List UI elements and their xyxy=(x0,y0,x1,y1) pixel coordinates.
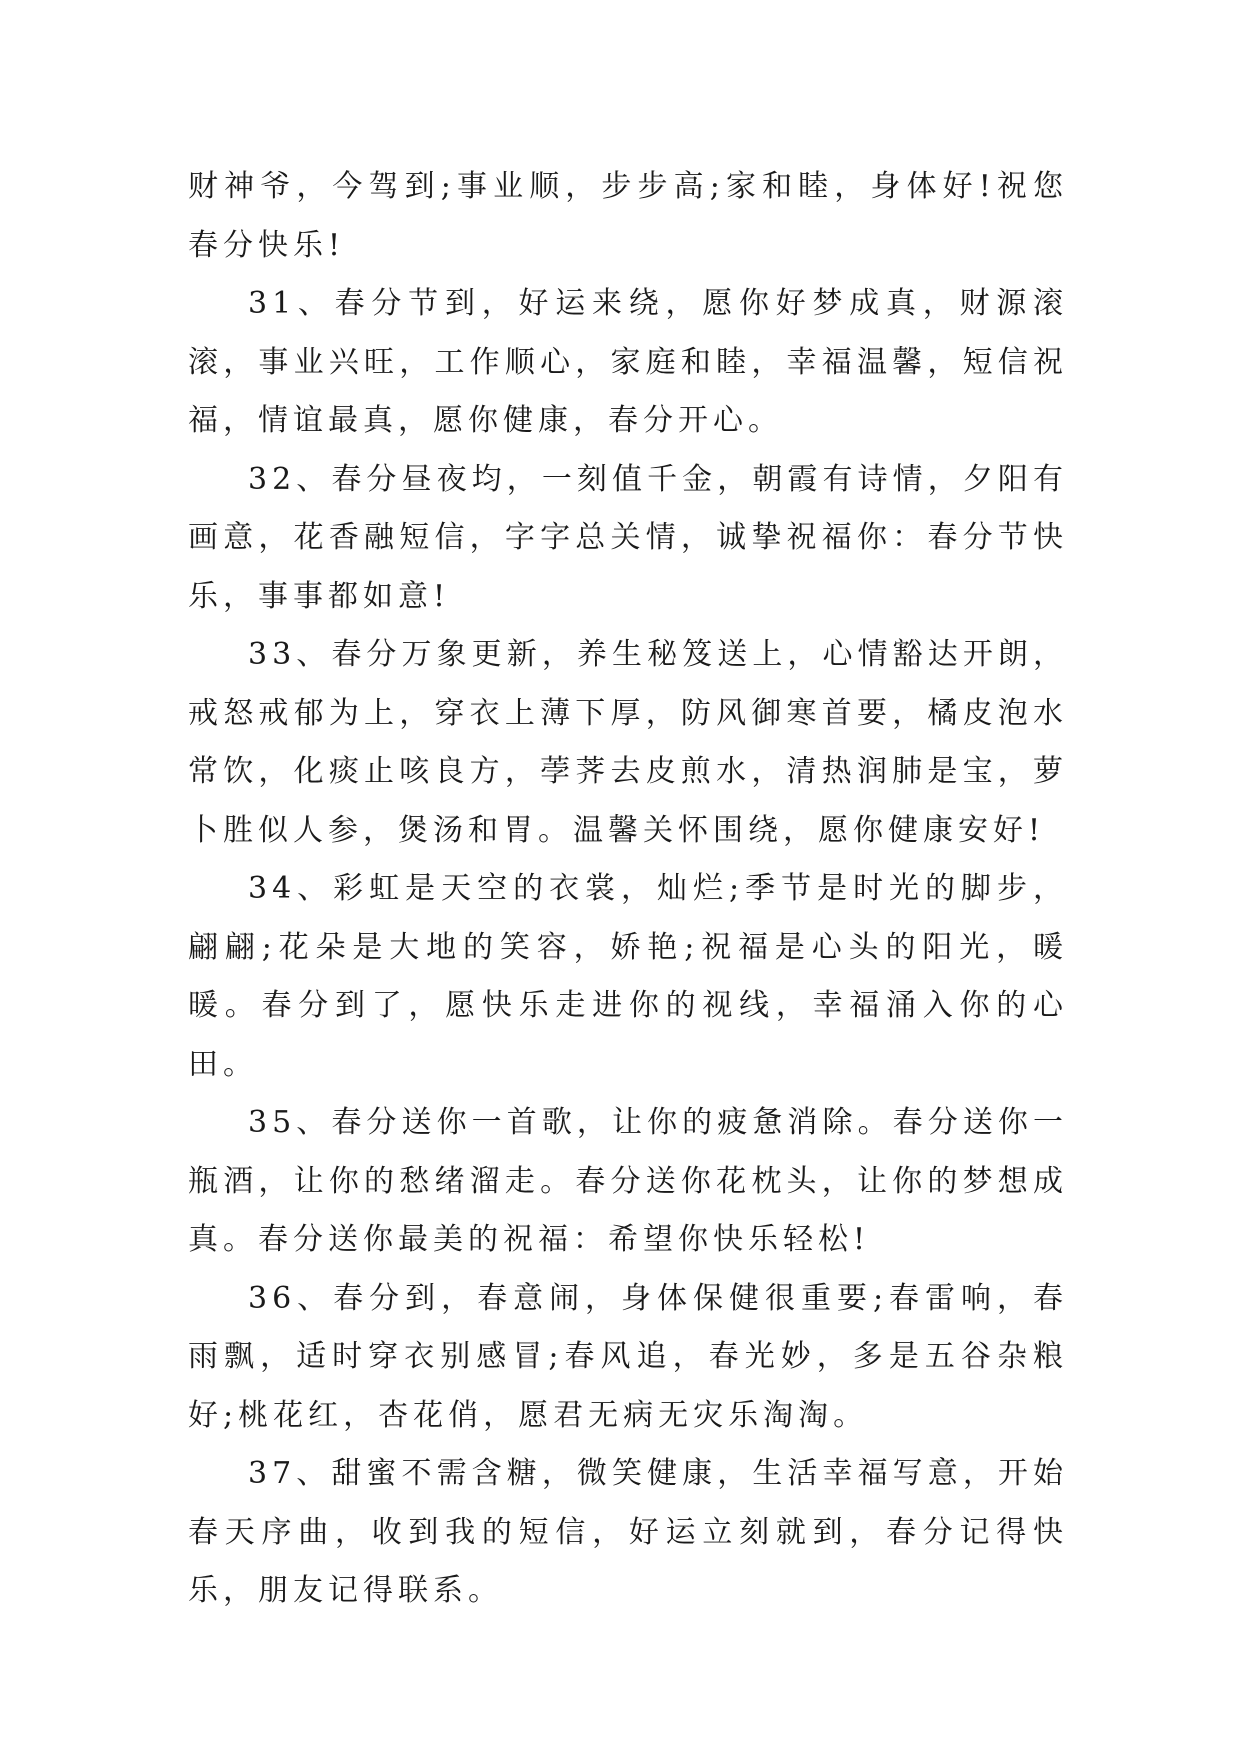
document-body xyxy=(188,158,1068,1621)
paragraph-37: 37、甜蜜不需含糖，微笑健康，生活幸福写意，开始春天序曲，收到我的短信，好运立刻就到，春分记得快乐，朋友记得联系。 xyxy=(188,1456,1068,1608)
paragraph-continuation: 财神爷，今驾到;事业顺，步步高;家和睦，身体好!祝您春分快乐! xyxy=(188,169,1068,263)
paragraph-34: 34、彩虹是天空的衣裳，灿烂;季节是时光的脚步，翩翩;花朵是大地的笑容，娇艳;祝福是心头的阳光，暖暖。春分到了，愿快乐走进你的视线，幸福涌入你的心田。 xyxy=(188,871,1068,1082)
paragraph-32: 32、春分昼夜均，一刻值千金，朝霞有诗情，夕阳有画意，花香融短信，字字总关情，诚挚祝福你：春分节快乐，事事都如意! xyxy=(188,461,1068,614)
paragraph-33: 33、春分万象更新，养生秘笈送上，心情豁达开朗，戒怒戒郁为上，穿衣上薄下厚，防风御寒首要，橘皮泡水常饮，化痰止咳良方，荸荠去皮煎水，清热润肺是宝，萝卜胜似人参，煲汤和胃。温馨关怀围绕，愿你健康安好! xyxy=(188,637,1068,848)
paragraph-31: 31、春分节到，好运来绕，愿你好梦成真，财源滚滚，事业兴旺，工作顺心，家庭和睦，幸福温馨，短信祝福，情谊最真，愿你健康，春分开心。 xyxy=(188,286,1068,438)
paragraph-36: 36、春分到，春意闹，身体保健很重要;春雷响，春雨飘，适时穿衣别感冒;春风追，春光妙，多是五谷杂粮好;桃花红，杏花俏，愿君无病无灾乐淘淘。 xyxy=(188,1280,1068,1433)
paragraph-35: 35、春分送你一首歌，让你的疲惫消除。春分送你一瓶酒，让你的愁绪溜走。春分送你花枕头，让你的梦想成真。春分送你最美的祝福：希望你快乐轻松! xyxy=(188,1105,1068,1257)
